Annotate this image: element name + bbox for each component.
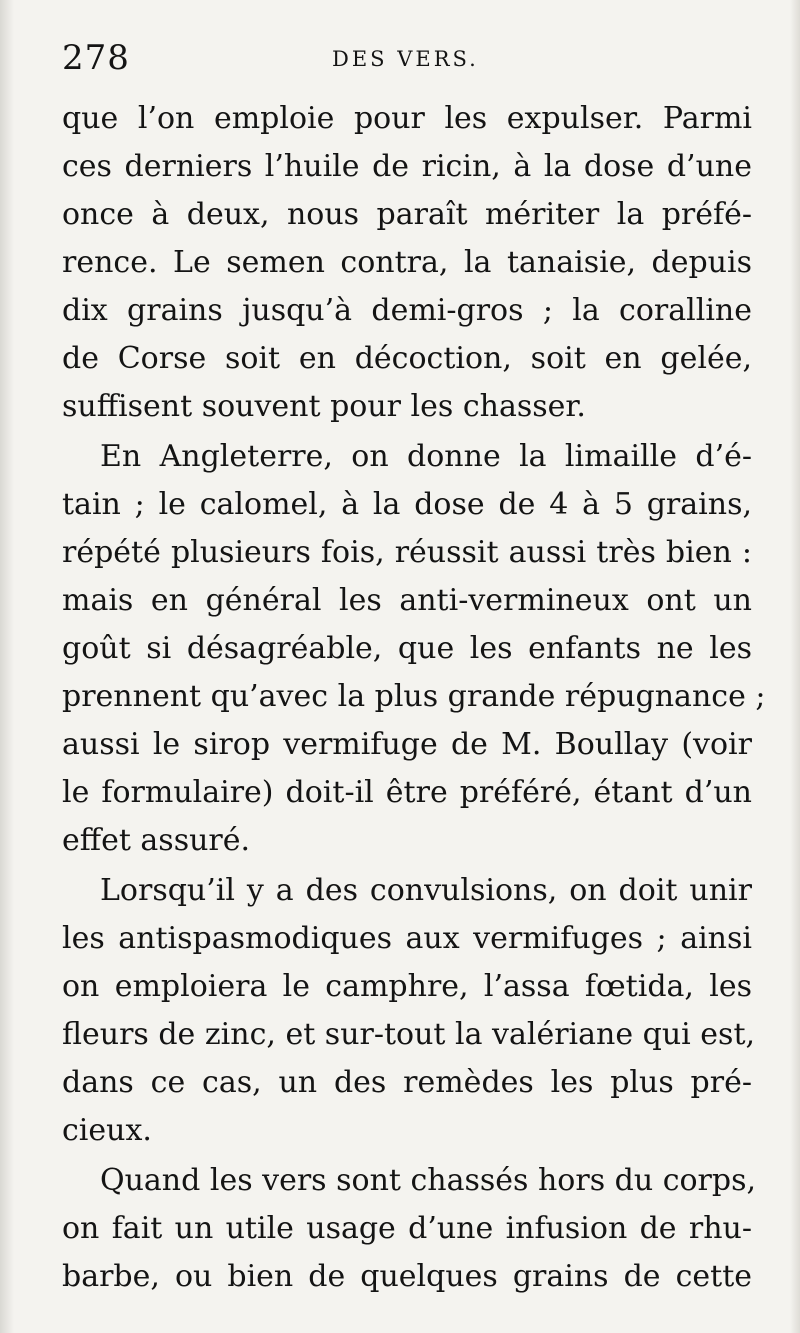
running-head: DES VERS.: [332, 47, 479, 71]
text-line: effet assuré.: [62, 823, 251, 858]
text-line: cieux.: [62, 1113, 152, 1148]
text-line: on emploiera le camphre, l’assa fœtida, les: [62, 969, 752, 1004]
text-line: prennent qu’avec la plus grande répugnance ;: [62, 679, 766, 714]
paragraph: [62, 867, 756, 1155]
page-edge-shadow: [790, 0, 800, 1333]
text-line: le formulaire) doit-il être préféré, étant d’un: [62, 775, 752, 810]
text-line: suffisent souvent pour les chasser.: [62, 389, 586, 424]
paragraph: [62, 433, 766, 865]
text-line: dans ce cas, un des remèdes les plus pré-: [62, 1065, 752, 1100]
text-line: ces derniers l’huile de ricin, à la dose d’une: [62, 149, 752, 184]
page-header: [62, 36, 752, 86]
text-line: dix grains jusqu’à demi-gros ; la coralline: [62, 293, 752, 328]
paragraph: [62, 95, 752, 431]
text-line: rence. Le semen contra, la tanaisie, depuis: [62, 245, 752, 280]
text-line: Quand les vers sont chassés hors du corps,: [100, 1163, 757, 1198]
paragraph: [62, 1157, 757, 1301]
text-line: Lorsqu’il y a des convulsions, on doit unir: [100, 873, 752, 908]
text-line: En Angleterre, on donne la limaille d’é-: [100, 439, 752, 474]
text-line: goût si désagréable, que les enfants ne les: [62, 631, 752, 666]
text-line: répété plusieurs fois, réussit aussi très bien :: [62, 535, 752, 570]
text-line: de Corse soit en décoction, soit en gelée,: [62, 341, 752, 376]
text-line: on fait un utile usage d’une infusion de rhu-: [62, 1211, 752, 1246]
text-line: fleurs de zinc, et sur-tout la valériane qui est,: [62, 1017, 756, 1052]
text-line: mais en général les anti-vermineux ont un: [62, 583, 752, 618]
body-text: [62, 95, 766, 1301]
text-line: aussi le sirop vermifuge de M. Boullay (voir: [62, 727, 752, 762]
page-number: 278: [62, 38, 130, 78]
text-line: les antispasmodiques aux vermifuges ; ainsi: [62, 921, 752, 956]
page-gutter-shadow: [0, 0, 14, 1333]
text-line: que l’on emploie pour les expulser. Parmi: [62, 101, 752, 136]
text-line: barbe, ou bien de quelques grains de cette: [62, 1259, 752, 1294]
text-line: tain ; le calomel, à la dose de 4 à 5 grains,: [62, 487, 752, 522]
text-line: once à deux, nous paraît mériter la préfé-: [62, 197, 752, 232]
